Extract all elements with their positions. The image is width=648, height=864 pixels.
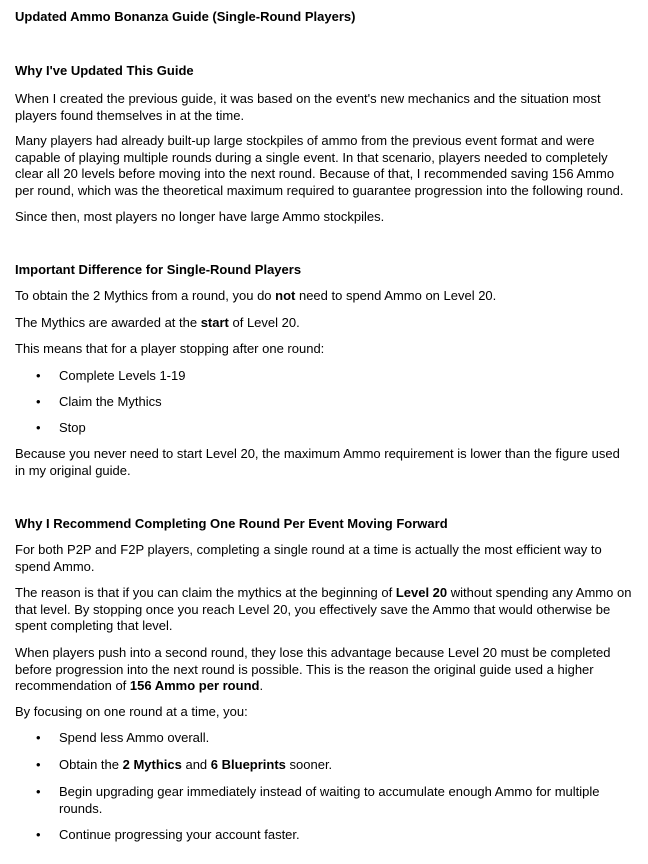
text-line: per round, which was the theoretical maximum required to guarantee progression into the following round. [15,182,624,198]
text-run: sooner. [285,757,333,772]
bullet-icon: • [36,827,41,842]
bullet-icon: • [36,368,41,383]
section-heading-why-updated: Why I've Updated This Guide [15,63,194,78]
list-item [15,730,209,747]
bold-text: Level 20 [395,585,448,600]
text-run: of Level 20. [228,315,300,330]
text-line: in my original guide. [15,462,131,478]
bold-text: start [200,315,229,330]
text-line: When players push into a second round, they lose this advantage because Level 20 must be completed [15,645,611,660]
bullet-icon: • [36,394,41,409]
bold-text: 2 Mythics [122,757,182,772]
heading-text: Single [166,262,206,277]
text-run: The Mythics are awarded at the [15,315,201,330]
text-line: before progression into the next round is possible. This is the reason the original guide used a higher [15,661,594,677]
list-item [15,784,600,817]
bold-text: 6 Blueprints [210,757,286,772]
text-line: clear all 20 levels before moving into the next round. Because of that, I recommended saving 156 Ammo [15,166,615,181]
section-heading-important-difference [15,262,301,279]
list-item-text: Continue progressing your account faster. [59,827,300,842]
text-run: Obtain the [59,757,123,772]
text-line: For both P2P and F2P players, completing a single round at a time is actually the most efficient way to [15,542,602,557]
list-item-text: Spend less Ammo overall. [59,730,210,745]
text-line: Begin upgrading gear immediately instead of waiting to accumulate enough Ammo for multiple [59,784,600,799]
text-line: that level. By stopping once you reach Level 20, you effectively save the Ammo that would otherwise be [15,601,611,617]
text-line: spent completing that level. [15,618,173,633]
text-line: players found themselves in at the time. [15,107,245,123]
text-line: rounds. [59,800,103,816]
text-run: without spending any Ammo on [447,585,632,600]
paragraph: Since then, most players no longer have large Ammo stockpiles. [15,209,385,224]
paragraph: By focusing on one round at a time, you: [15,704,248,719]
text-line: When I created the previous guide, it was based on the event's new mechanics and the situation most [15,91,601,106]
heading-text: Important Difference for [15,262,167,277]
paragraph [15,288,496,305]
paragraph [15,542,602,575]
list-item [15,827,300,844]
paragraph [15,133,623,199]
text-run: To obtain the 2 Mythics from a round, you do [15,288,276,303]
bullet-icon: • [36,757,41,772]
list-item-text: Stop [59,420,86,435]
paragraph [15,315,300,332]
paragraph [15,446,620,479]
text-line: spend Ammo. [15,558,95,574]
bullet-icon: • [36,784,41,799]
list-item-text: Complete Levels 1-19 [59,368,186,383]
bullet-icon: • [36,420,41,435]
text-run: and [181,757,211,772]
text-line: Because you never need to start Level 20, the maximum Ammo requirement is lower than the figure used [15,446,620,461]
paragraph [15,585,631,635]
bold-text: 156 Ammo per round [129,678,260,693]
list-item [15,368,185,385]
bullet-icon: • [36,730,41,745]
section-heading-why-recommend: Why I Recommend Completing One Round Per Event Moving Forward [15,516,448,531]
list-item [15,420,86,437]
text-run: need to spend Ammo on Level 20. [295,288,497,303]
list-item-text: Claim the Mythics [59,394,162,409]
text-run: The reason is that if you can claim the mythics at the beginning of [15,585,396,600]
paragraph [15,91,601,124]
paragraph [15,645,611,695]
text-line: Many players had already built-up large stockpiles of ammo from the previous event format and were [15,133,595,148]
list-item [15,394,162,411]
bold-text: not [275,288,296,303]
paragraph: This means that for a player stopping after one round: [15,341,325,356]
list-item [15,757,332,774]
heading-text: -Round Players [205,262,302,277]
text-run: recommendation of [15,678,130,693]
text-run: . [259,678,264,693]
document-title: Updated Ammo Bonanza Guide (Single-Round Players) [15,9,356,24]
text-line: capable of playing multiple rounds during a single event. In that scenario, players needed to completely [15,149,608,165]
